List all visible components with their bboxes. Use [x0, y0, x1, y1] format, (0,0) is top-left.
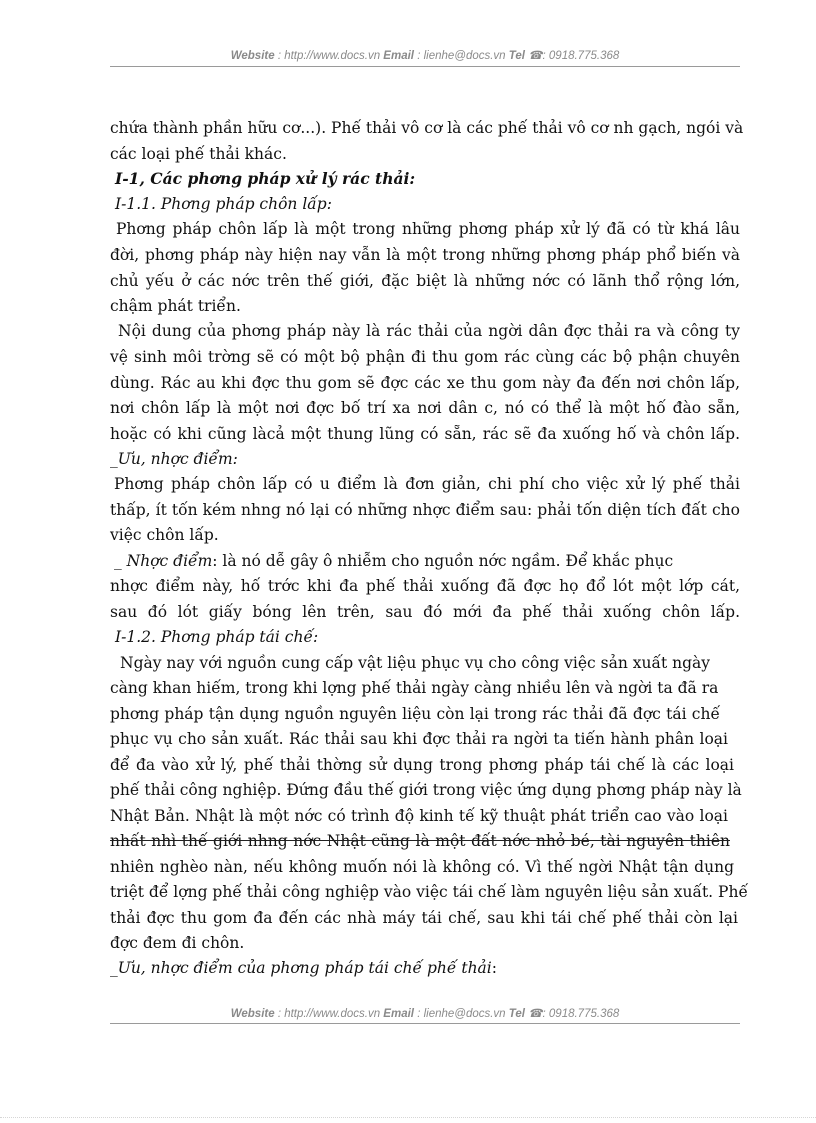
- header-rule: [110, 66, 740, 67]
- body-line: Nhật Bản. Nhật là một nớc có trình độ kinh tế kỹ thuật phát triển cao vào loại: [110, 807, 728, 825]
- body-line: nhất nhì thế giới nhng nớc Nhật cũng là một đất nớc nhỏ bé, tài nguyên thiên: [110, 832, 730, 850]
- subsection-heading: _Ưu, nhợc điểm của phơng pháp tái chế phế thải: [110, 959, 492, 977]
- disadvantage-label: _ Nhợc điểm: [114, 552, 213, 570]
- body-line: Phơng pháp chôn lấp có u điểm là đơn giản, chi phí cho việc xử lý phế thải: [114, 475, 740, 493]
- body-line: nhợc điểm này, hố trớc khi đa phế thải xuống đã đợc họ đổ lót một lớp cát,: [110, 577, 740, 595]
- header-website-label: Website: [230, 50, 275, 62]
- subsection-heading-line: [110, 957, 740, 979]
- body-line: dùng. Rác au khi đợc thu gom sẽ đợc các xe thu gom này đa đến nơi chôn lấp,: [110, 374, 740, 392]
- header-email-value: : lienhe@docs.vn: [417, 50, 506, 62]
- section-heading: I-1, Các phơng pháp xử lý rác thải:: [115, 169, 416, 188]
- footer-tel-value: : 0918.775.368: [542, 1008, 620, 1020]
- heading-colon: :: [491, 959, 497, 977]
- subsection-heading: _Ưu, nhợc điểm:: [110, 450, 238, 468]
- body-line: triệt để lợng phế thải công nghiệp vào việc tái chế làm nguyên liệu sản xuất. Phế: [110, 883, 748, 901]
- strikethrough-line: [110, 840, 730, 841]
- body-line: phế thải công nghiệp. Đứng đầu thế giới trong việc ứng dụng phơng pháp này là: [110, 781, 742, 799]
- footer-tel-label: Tel: [508, 1008, 525, 1020]
- phone-icon: ☎: [528, 50, 543, 62]
- body-line: càng khan hiếm, trong khi lợng phế thải ngày càng nhiều lên và ngời ta đã ra: [110, 679, 719, 697]
- body-line: việc chôn lấp.: [110, 526, 219, 544]
- body-line: vệ sinh môi trờng sẽ có một bộ phận đi thu gom rác cùng các bộ phận chuyên: [110, 348, 740, 366]
- body-line: thải đợc thu gom đa đến các nhà máy tái chế, sau khi tái chế phế thải còn lại: [110, 909, 738, 927]
- phone-icon: ☎: [528, 1008, 543, 1020]
- header-email-label: Email: [383, 50, 414, 62]
- body-line: thấp, ít tốn kém nhng nó lại có những nhợc điểm sau: phải tốn diện tích đất cho: [110, 501, 740, 519]
- footer-website-value: : http://www.docs.vn: [277, 1008, 381, 1020]
- body-line: phơng pháp tận dụng nguồn nguyên liệu còn lại trong rác thải đã đợc tái chế: [110, 705, 720, 723]
- subsection-heading: I-1.1. Phơng pháp chôn lấp:: [115, 195, 332, 213]
- body-line: phục vụ cho sản xuất. Rác thải sau khi đợc thải ra ngời ta tiến hành phân loại: [110, 730, 728, 748]
- body-line: chứa thành phần hữu cơ...). Phế thải vô cơ là các phế thải vô cơ nh gạch, ngói và: [110, 119, 744, 137]
- page-bottom-dotted-edge: [0, 1117, 816, 1118]
- body-line: để đa vào xử lý, phế thải thờng sử dụng trong phơng pháp tái chế là các loại: [110, 756, 734, 774]
- page-header: [110, 48, 740, 62]
- body-line: nhiên nghèo nàn, nếu không muốn nói là không có. Vì thế ngời Nhật tận dụng: [110, 858, 734, 876]
- body-line: hoặc có khi cũng làcả một thung lũng có sẵn, rác sẽ đa xuống hố và chôn lấp.: [110, 425, 740, 443]
- footer-rule: [110, 1023, 740, 1024]
- body-line: đợc đem đi chôn.: [110, 934, 245, 952]
- footer-website-label: Website: [230, 1008, 275, 1020]
- body-line: Phơng pháp chôn lấp là một trong những phơng pháp xử lý đã có từ khá lâu: [116, 220, 740, 238]
- body-line: Nội dung của phơng pháp này là rác thải của ngời dân đợc thải ra và công ty: [118, 322, 740, 340]
- body-line: các loại phế thải khác.: [110, 145, 287, 163]
- page-footer: [110, 1006, 740, 1020]
- disadvantage-text: : là nó dễ gây ô nhiễm cho nguồn nớc ngầm. Để khắc phục: [212, 552, 674, 570]
- footer-email-value: : lienhe@docs.vn: [417, 1008, 506, 1020]
- header-tel-value: : 0918.775.368: [542, 50, 620, 62]
- header-website-value: : http://www.docs.vn: [277, 50, 381, 62]
- footer-email-label: Email: [383, 1008, 414, 1020]
- body-line: chậm phát triển.: [110, 297, 241, 315]
- body-line: chủ yếu ở các nớc trên thế giới, đặc biệt là những nớc có lãnh thổ rộng lớn,: [110, 272, 740, 290]
- subsection-heading: I-1.2. Phơng pháp tái chế:: [115, 628, 319, 646]
- body-line: Ngày nay với nguồn cung cấp vật liệu phục vụ cho công việc sản xuất ngày: [120, 654, 711, 672]
- header-tel-label: Tel: [508, 50, 525, 62]
- body-line: nơi chôn lấp là một nơi đợc bố trí xa nơi dân c, nó có thể là một hố đào sẵn,: [110, 399, 740, 417]
- body-line-disadvantage: [114, 550, 740, 572]
- body-line: sau đó lót giấy bóng lên trên, sau đó mới đa phế thải xuống chôn lấp.: [110, 603, 740, 621]
- body-line: đời, phơng pháp này hiện nay vẫn là một trong những phơng pháp phổ biến và: [110, 246, 740, 264]
